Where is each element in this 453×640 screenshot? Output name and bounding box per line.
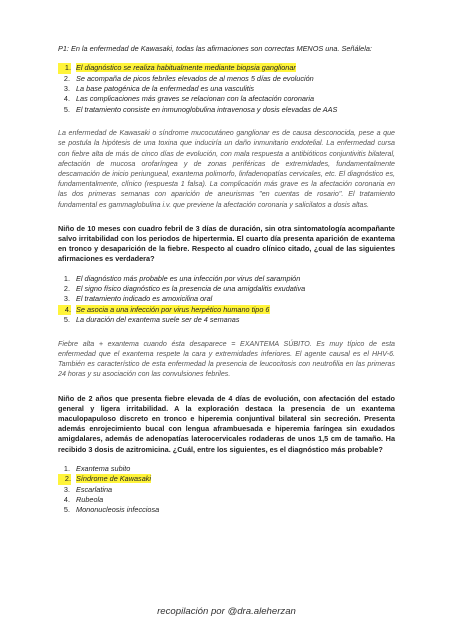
question-2-option-4: 4. Se asocia a una infección por virus herpético humano tipo 6	[76, 305, 395, 315]
question-2-option-3: 3. El tratamiento indicado es amoxicilina oral	[63, 294, 213, 304]
question-1-option-5: 5. El tratamiento consiste en inmunoglobulina intravenosa y dosis elevadas de AAS	[63, 104, 338, 114]
question-3-option-1: 1. Exantema subito	[63, 463, 131, 473]
question-1-option-4: 4. Las complicaciones más graves se relacionan con la afectación coronaria	[63, 94, 315, 104]
question-2-explanation: Fiebre alta + exantema cuando ésta desaparece = EXANTEMA SÚBITO. Es muy típico de esta enfermedad que el exantema respete la cara y extremidades inferiores. El agente causal es el HHV-6. También es característico de esta enfermedad la presencia de leucocitosis con neutrofilia en las primeras 24 horas y su asociación con las convulsiones febriles.	[58, 339, 395, 379]
question-2-option-5: 5. La duración del exantema suele ser de 4 semanas	[63, 315, 240, 325]
page-footer: recopilación por @dra.aleherzan	[157, 606, 296, 617]
question-1-option-2: 2. Se acompaña de picos febriles elevados de al menos 5 días de evolución	[63, 73, 314, 83]
question-3-options	[58, 464, 395, 516]
question-1-option-3: 3. La base patogénica de la enfermedad es una vasculitis	[63, 84, 255, 94]
question-3	[58, 394, 395, 516]
question-2-option-1: 1. El diagnóstico más probable es una infección por virus del sarampión	[63, 273, 301, 283]
question-1-options	[58, 63, 395, 115]
question-1-explanation: La enfermedad de Kawasaki o síndrome mucocutáneo ganglionar es de causa desconocida, pese a que se postula la hipótesis de una toxina que induciría un daño inmunitario endotelial. La enfermedad cursa con fiebre alta de más de cinco días de evolución, con mala respuesta a antibióticos conjuntivitis bilateral, afectación de mucosa orofaríngea y de zonas periféricas de extremidades, fundamentalmente descamación de inicio periungueal, exantema polimorfo, linfadenopatías cervicales, etc. El diagnóstico es, fundamentalmente, clínico (respuesta 1 falsa). La complicación más grave es la afectación coronaria en las dos primeras semanas con aparición de aneurismas "en cuentas de rosario". El tratamiento fundamental es gammaglobulina i.v. que previene la afectación coronaria y salicilatos a dosis altas.	[58, 129, 395, 209]
question-1-option-1: 1. El diagnóstico se realiza habitualmente mediante biopsia ganglionar	[76, 63, 395, 73]
question-2-options	[58, 274, 395, 326]
question-3-option-4: 4. Rubeola	[63, 494, 104, 504]
question-1-heading: P1: En la enfermedad de Kawasaki, todas las afirmaciones son correctas MENOS una. Señálela:	[58, 44, 372, 53]
question-2	[58, 224, 395, 380]
question-3-option-3: 3. Escarlatina	[63, 484, 113, 494]
question-3-heading: Niño de 2 años que presenta fiebre elevada de 4 días de evolución, con afectación del estado general y ligera irritabilidad. A la exploración destaca la presencia de un exantema maculopapuloso discreto en tronco e hiperemia conjuntival bilateral sin secreción. Presenta además enrojecimiento bucal con lengua aframbuesada e hiperemia faríngea sin exudados amigdalares, además de adenopatías laterocervicales rodaderas de unos 1,5 cm de tamaño. Ha recibido 3 dosis de azitromicina. ¿Cuál, entre los siguientes, es el diagnóstico más probable?	[58, 393, 395, 454]
question-2-option-2: 2. El signo físico diagnóstico es la presencia de una amigdalitis exudativa	[63, 284, 306, 294]
question-1	[58, 44, 395, 210]
question-3-option-2: 2. Síndrome de Kawasaki	[76, 474, 395, 484]
question-2-heading: Niño de 10 meses con cuadro febril de 3 días de duración, sin otra sintomatología acompañante salvo irritabilidad con los periodos de hipertermia. El cuarto día presenta aparición de exantema en tronco y desaparición de la fiebre. Respecto al cuadro clínico citado, ¿cual de las siguientes afirmaciones es verdadera?	[58, 223, 395, 264]
question-3-option-5: 5. Mononucleosis infecciosa	[63, 505, 160, 515]
